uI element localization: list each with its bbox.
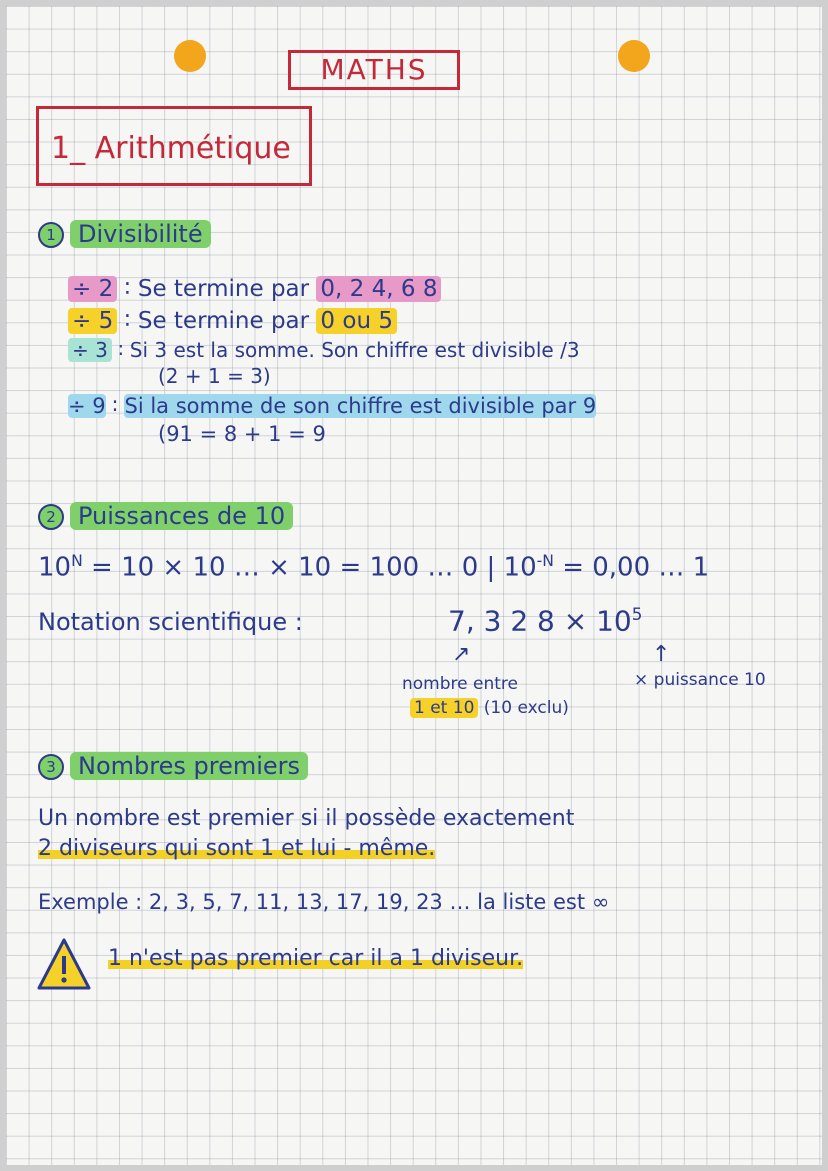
divisor-label: ÷ 2 [68, 276, 117, 302]
rule-div3-example: (2 + 1 = 3) [158, 364, 271, 388]
section-number-badge: 3 [38, 754, 64, 780]
section-title: Divisibilité [70, 220, 211, 248]
formula-end: = 0,00 … 1 [562, 552, 710, 583]
section-title: Nombres premiers [70, 752, 308, 780]
section-title: Puissances de 10 [70, 502, 293, 530]
section-number-badge: 2 [38, 504, 64, 530]
note-power-of-ten: × puissance 10 [634, 670, 766, 690]
note-range-rest: (10 exclu) [483, 698, 569, 718]
sci-exponent: 5 [631, 604, 643, 624]
scientific-notation-value [448, 604, 642, 637]
binder-hole-right [618, 40, 650, 72]
rule-text: Si la somme de son chiffre est divisible par 9 [124, 394, 597, 418]
prime-warning: 1 n'est pas premier car il a 1 diviseur. [108, 946, 524, 971]
formula-middle: = 10 × 10 … × 10 = 100 … 0 | 10 [91, 552, 537, 583]
section-divisibility-heading [38, 220, 211, 248]
section-primes-heading [38, 752, 308, 780]
arrow-up-icon: ↑ [652, 642, 671, 667]
rule-div2 [68, 276, 441, 302]
chapter-title: 1_ Arithmétique [36, 106, 312, 186]
scientific-notation-label: Notation scientifique : [38, 608, 303, 636]
powers-formula [38, 552, 709, 583]
note-range-highlight: 1 et 10 [410, 698, 478, 718]
prime-definition-line1: Un nombre est premier si il possède exactement [38, 806, 575, 831]
separator: ∶ [118, 338, 124, 362]
section-number-badge: 1 [38, 222, 64, 248]
divisor-label: ÷ 5 [68, 308, 117, 334]
prime-definition-line2: 2 diviseurs qui sont 1 et lui - même. [38, 836, 436, 861]
rule-div9-example: (91 = 8 + 1 = 9 [158, 422, 326, 446]
rule-div5 [68, 308, 397, 334]
notebook-page [6, 6, 822, 1165]
sci-value: 7, 3 2 8 × 10 [448, 604, 632, 638]
divisor-label: ÷ 3 [68, 338, 112, 362]
formula-base: 10 [38, 552, 72, 583]
warning-icon [36, 936, 92, 996]
note-range [410, 698, 569, 718]
formula-exponent-negative: -N [536, 552, 554, 570]
page-title: MATHS [288, 50, 460, 90]
rule-text: Se termine par [137, 276, 310, 302]
separator: ∶ [112, 394, 118, 418]
section-powers-heading [38, 502, 293, 530]
separator: ∶ [124, 308, 131, 334]
rule-text: Se termine par [137, 308, 310, 334]
binder-hole-left [174, 40, 206, 72]
rule-div9 [68, 394, 596, 418]
prime-example: Exemple : 2, 3, 5, 7, 11, 13, 17, 19, 23 … la liste est ∞ [38, 890, 610, 914]
rule-text: Si 3 est la somme. Son chiffre est divisible /3 [129, 338, 580, 362]
divisor-label: ÷ 9 [68, 394, 106, 418]
arrow-left-icon: ↗ [452, 642, 471, 667]
formula-exponent: N [71, 552, 83, 570]
separator: ∶ [124, 276, 131, 302]
rule-value: 0, 2 4, 6 8 [316, 276, 441, 302]
note-number-between: nombre entre [402, 674, 518, 694]
rule-value: 0 ou 5 [316, 308, 397, 334]
rule-div3 [68, 338, 580, 362]
